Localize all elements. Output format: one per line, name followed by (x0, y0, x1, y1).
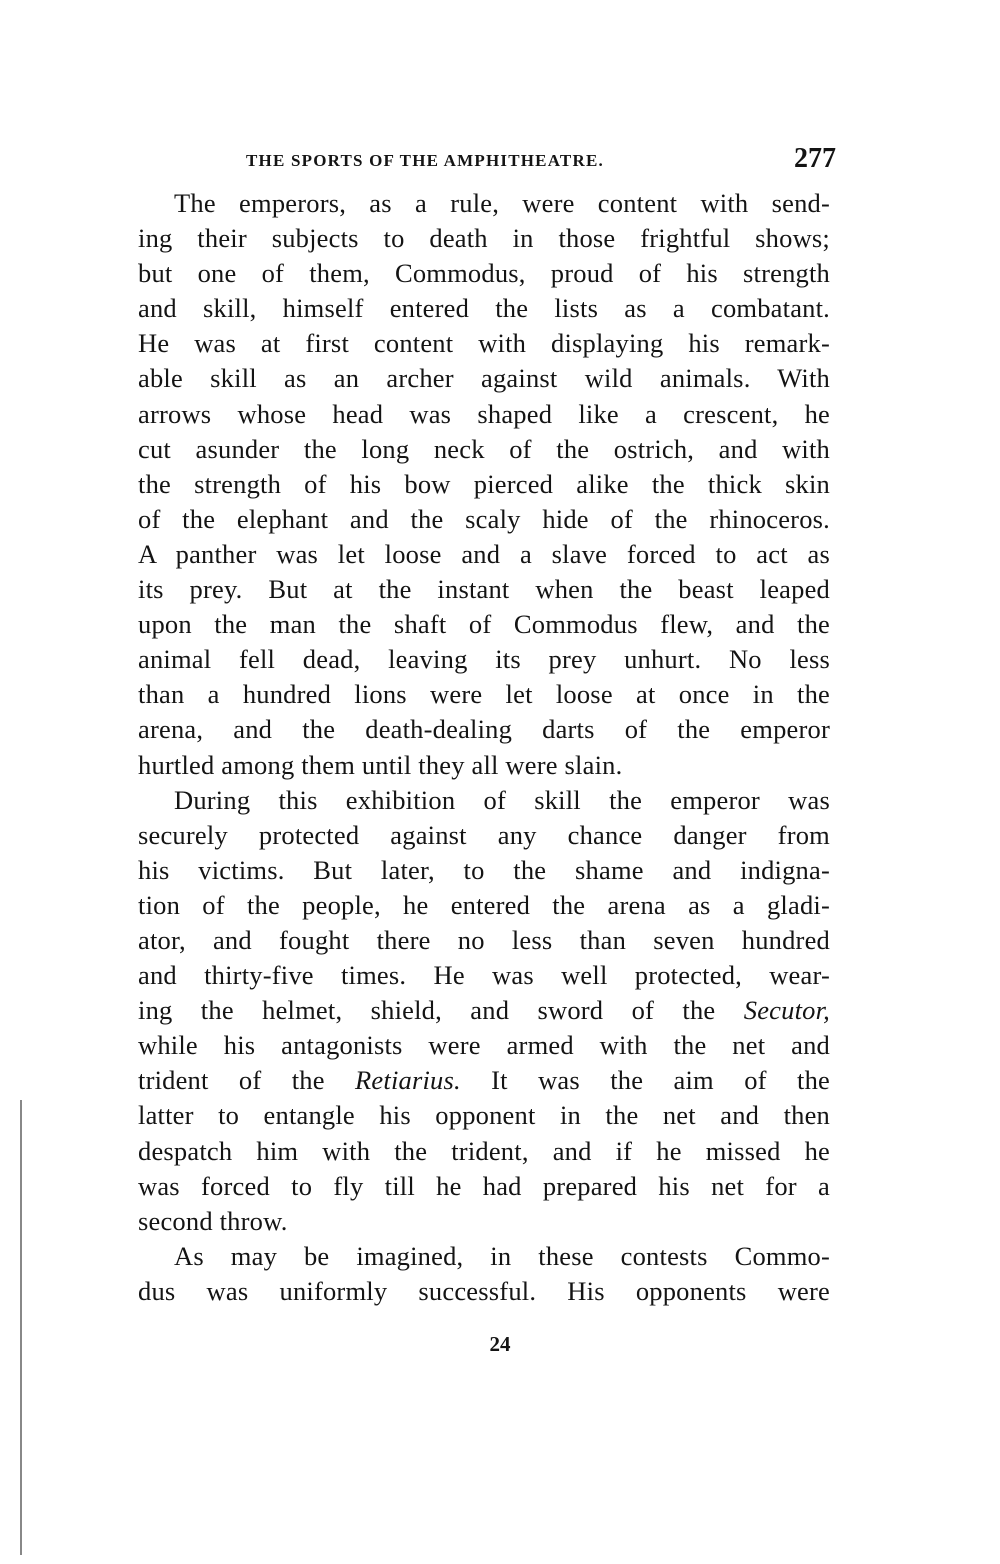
text-line (138, 1063, 830, 1098)
text-line (138, 923, 830, 958)
text-line (138, 361, 830, 396)
text-line (138, 993, 830, 1028)
text-segment: and skill, himself entered the lists as a combatant. (138, 293, 830, 324)
text-line (138, 958, 830, 993)
text-segment: the strength of his bow pierced alike the thick skin (138, 468, 830, 499)
text-segment: was forced to fly till he had prepared his net for a (138, 1170, 830, 1201)
signature-mark: 24 (489, 1332, 511, 1356)
text-segment: securely protected against any chance danger from (138, 819, 830, 850)
text-line (138, 291, 830, 326)
text-segment: He was at first content with displaying his remark- (138, 328, 830, 359)
paragraph (138, 783, 830, 1239)
text-segment: despatch him with the trident, and if he missed he (138, 1135, 830, 1166)
text-segment: trident of the (138, 1065, 356, 1096)
text-segment: ing the helmet, shield, and sword of the (138, 995, 744, 1026)
page-number: 277 (794, 143, 836, 174)
text-segment: cut asunder the long neck of the ostrich, and with (138, 433, 830, 464)
text-line (138, 1098, 830, 1133)
text-line (138, 1028, 830, 1063)
text-line (138, 1274, 830, 1309)
text-segment: and thirty-five times. He was well protected, wear- (138, 960, 830, 991)
text-segment: hurtled among them until they all were slain. (138, 749, 623, 780)
text-segment: upon the man the shaft of Commodus flew, and the (138, 609, 830, 640)
text-segment: animal fell dead, leaving its prey unhurt. No less (138, 644, 830, 675)
text-line (138, 1134, 830, 1169)
text-line (138, 397, 830, 432)
text-line (138, 467, 830, 502)
text-segment: As may be imagined, in these contests Commo- (174, 1240, 830, 1271)
italic-term: Secutor, (743, 995, 830, 1026)
text-line (138, 256, 830, 291)
text-line (138, 677, 830, 712)
text-segment: During this exhibition of skill the emperor was (174, 784, 830, 815)
text-segment: able skill as an archer against wild animals. With (138, 363, 830, 394)
paragraph (138, 1239, 830, 1309)
text-line (138, 748, 830, 783)
text-segment: The emperors, as a rule, were content with send- (174, 188, 830, 218)
text-segment: arrows whose head was shaped like a crescent, he (138, 398, 830, 429)
text-line (138, 853, 830, 888)
text-line (138, 572, 830, 607)
text-line (138, 712, 830, 747)
text-line (138, 326, 830, 361)
scan-margin-line (20, 1100, 22, 1555)
text-line (138, 432, 830, 467)
text-segment: its prey. But at the instant when the beast leaped (138, 574, 830, 605)
text-segment: of the elephant and the scaly hide of the rhinoceros. (138, 503, 830, 534)
running-title: THE SPORTS OF THE AMPHITHEATRE. (246, 151, 604, 170)
text-line (138, 1204, 830, 1239)
running-header (246, 143, 836, 177)
text-segment: It was the aim of the (460, 1065, 830, 1096)
text-line (138, 607, 830, 642)
text-segment: ator, and fought there no less than seven hundred (138, 924, 830, 955)
body-text (138, 186, 830, 1309)
text-segment: than a hundred lions were let loose at once in the (138, 679, 830, 710)
text-line (138, 1239, 830, 1274)
text-segment: second throw. (138, 1205, 288, 1236)
text-line (138, 642, 830, 677)
text-segment: ing their subjects to death in those frightful shows; (138, 223, 830, 254)
paragraph (138, 186, 830, 783)
text-segment: dus was uniformly successful. His opponents were (138, 1275, 830, 1306)
text-line (138, 537, 830, 572)
text-line (138, 783, 830, 818)
text-line (138, 186, 830, 221)
text-segment: arena, and the death-dealing darts of the emperor (138, 714, 830, 745)
text-segment: his victims. But later, to the shame and indigna- (138, 854, 830, 885)
text-line (138, 888, 830, 923)
text-line (138, 221, 830, 256)
text-line (138, 818, 830, 853)
text-line (138, 502, 830, 537)
text-segment: while his antagonists were armed with the net and (138, 1030, 830, 1061)
italic-term: Retiarius. (355, 1065, 461, 1096)
text-segment: tion of the people, he entered the arena as a gladi- (138, 889, 830, 920)
text-line (138, 1169, 830, 1204)
text-segment: A panther was let loose and a slave forced to act as (138, 538, 830, 569)
text-segment: but one of them, Commodus, proud of his strength (138, 258, 830, 289)
text-segment: latter to entangle his opponent in the net and then (138, 1100, 830, 1131)
